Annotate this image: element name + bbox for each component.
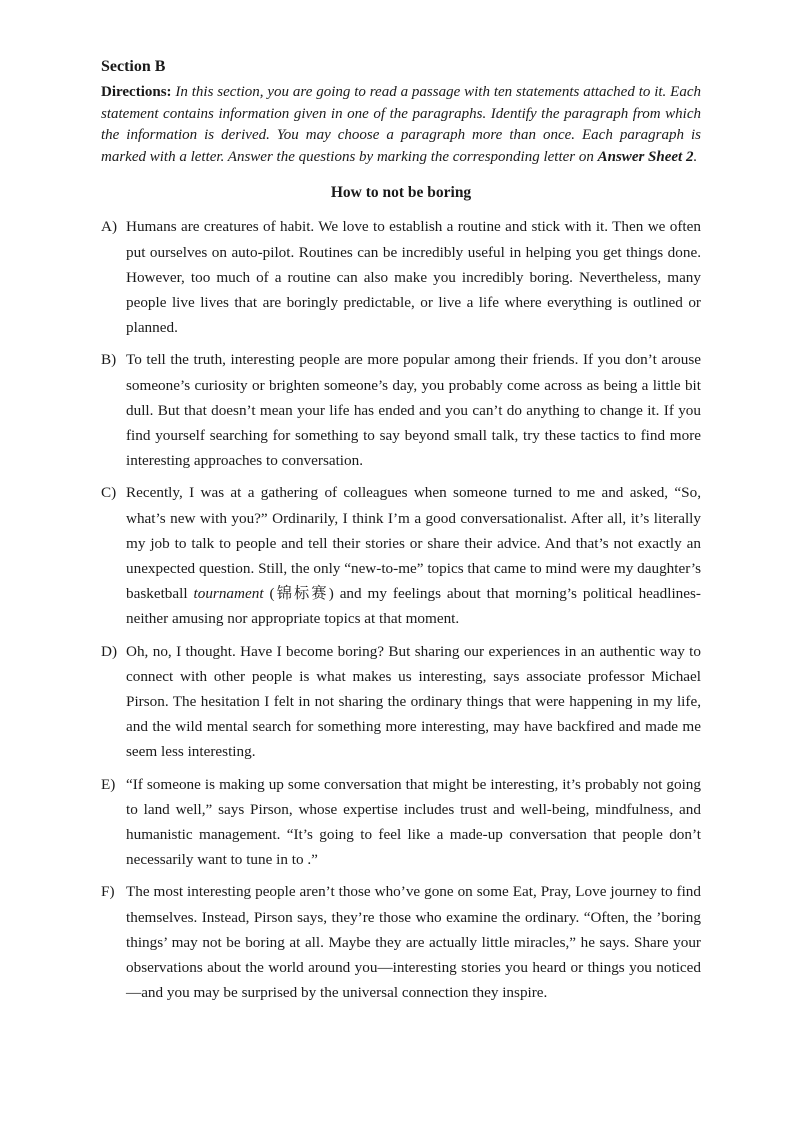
answer-sheet-ref: Answer Sheet 2 <box>597 148 694 165</box>
paragraph-a <box>101 214 701 340</box>
paragraph-letter: B) <box>101 351 117 369</box>
paragraph-text: To tell the truth, interesting people are more popular among their friends. If you don’t arouse someone’s curiosity or brighten someone’s day, you probably come across as being a little bit dull. But that doesn’t mean your life has ended and you can’t do anything to change it. If you find yourself searching for something to say beyond small talk, try these tactics to find more interesting approaches to conversation. <box>126 351 701 470</box>
paragraph-d <box>101 639 701 765</box>
paragraph-c <box>101 480 701 631</box>
paragraph-letter: C) <box>101 484 117 502</box>
paragraph-text: The most interesting people aren’t those who’ve gone on some Eat, Pray, Love journey to find themselves. Instead, Pirson says, they’re those who examine the ordinary. “Often, the ’boring things’ may not be boring at all. Maybe they are actually little miracles,” he says. Share your observations about the world around you—interesting stories you heard or things you noticed—and you may be surprised by the universal connection they inspire. <box>126 883 701 1002</box>
passage-title: How to not be boring <box>330 184 472 202</box>
directions-period: . <box>693 148 698 165</box>
paragraph-b <box>101 347 701 473</box>
paragraph-e <box>101 772 701 873</box>
paragraph-letter: A) <box>101 218 118 236</box>
directions-text: In this section, you are going to read a passage with ten statements attached to it. Each statement contains information given in one of the paragraphs. Identify the paragraph from which the information is derived. You may choose a paragraph more than once. Each paragraph is marked with a letter. Answer the questions by marking the corresponding letter on <box>101 84 701 165</box>
paragraph-text: Oh, no, I thought. Have I become boring? But sharing our experiences in an authentic way to connect with other people is what makes us interesting, says associate professor Michael Pirson. The hesitation I felt in not sharing the ordinary things that were happening in my life, and the wild mental search for something more interesting, may have backfired and made me seem less interesting. <box>126 642 701 761</box>
paragraph-letter: D) <box>101 642 118 660</box>
paragraph-text-start: Recently, I was at a gathering of colleagues when someone turned to me and asked, “So, what’s new with you?” Ordinarily, I think I’m a good conversationalist. After all, it’s literally my job to talk to people and tell their stories or share their advice. And that’s not exactly an unexpected question. Still, the only “new-to-me” topics that came to mind were my daughter’s basketball <box>126 484 701 603</box>
paragraph-text: Humans are creatures of habit. We love to establish a routine and stick with it. Then we often put ourselves on auto-pilot. Routines can be incredibly useful in helping you get things done. However, too much of a routine can also make you incredibly boring. Nevertheless, many people live lives that are boringly predictable, or live a life where everything is outlined or planned. <box>126 218 701 337</box>
paragraph-italic-term: tournament <box>193 585 264 603</box>
paragraph-f <box>101 879 701 1005</box>
paragraph-text: “If someone is making up some conversation that might be interesting, it’s probably not going to land well,” says Pirson, whose expertise includes trust and well-being, mindfulness, and humanistic management. “It’s going to feel like a made-up conversation that people don’t necessarily want to tune in to .” <box>126 775 701 869</box>
paragraph-letter: F) <box>101 883 115 901</box>
directions-label: Directions: <box>101 84 172 100</box>
document-page <box>101 56 701 1012</box>
directions <box>101 82 701 168</box>
paragraph-text-end: (锦标赛) and my feelings about that morning’s political headlines- neither amusing nor appropriate topics at that moment. <box>126 585 701 628</box>
paragraph-letter: E) <box>101 775 116 793</box>
section-title: Section B <box>101 58 166 75</box>
